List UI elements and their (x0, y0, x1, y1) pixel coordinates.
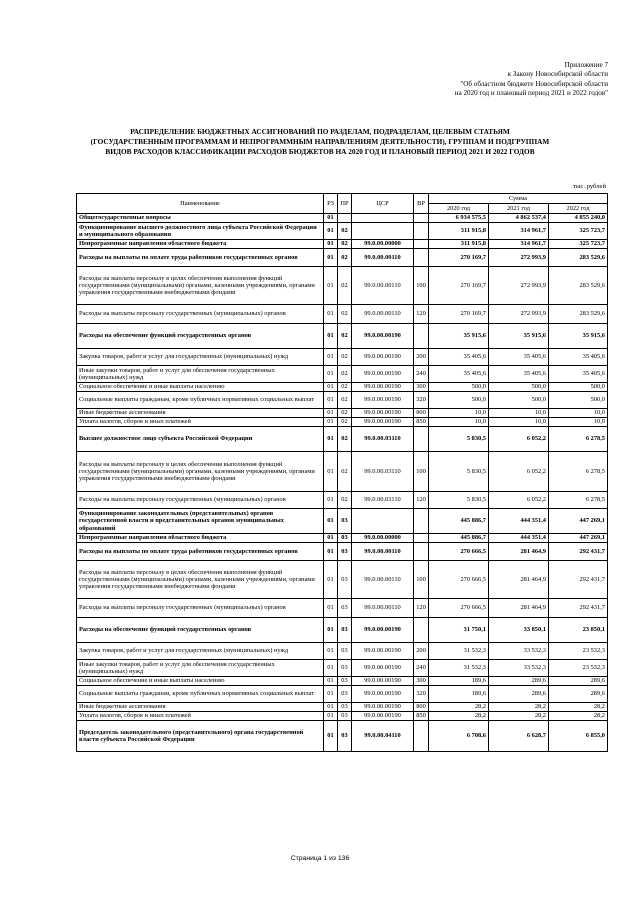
cell-2022: 6 278,5 (549, 427, 608, 452)
cell-rz: 01 (324, 418, 338, 427)
cell-pr: 03 (338, 509, 352, 534)
cell-2022: 35 405,6 (549, 366, 608, 383)
table-row (77, 561, 608, 599)
cell-csr: 99.0.00.00190 (352, 643, 414, 660)
table-row (77, 240, 608, 249)
cell-2022: 23 532,3 (549, 643, 608, 660)
cell-2020: 189,6 (429, 677, 489, 686)
document-title (70, 127, 570, 157)
cell-rz: 01 (324, 223, 338, 240)
cell-vr (414, 324, 429, 349)
table-body (77, 214, 608, 752)
cell-pr: 02 (338, 267, 352, 305)
table-row (77, 366, 608, 383)
cell-vr: 120 (414, 305, 429, 324)
cell-rz: 01 (324, 409, 338, 418)
cell-vr: 850 (414, 418, 429, 427)
table-row (77, 452, 608, 492)
cell-csr: 99.0.00.00190 (352, 392, 414, 409)
cell-csr (352, 509, 414, 534)
cell-2022: 6 278,5 (549, 452, 608, 492)
cell-2022: 292 431,7 (549, 599, 608, 618)
cell-vr (414, 721, 429, 752)
header-sum: Сумма (429, 194, 608, 204)
cell-rz: 01 (324, 703, 338, 712)
cell-vr: 200 (414, 643, 429, 660)
cell-vr (414, 618, 429, 643)
cell-2022: 289,6 (549, 686, 608, 703)
cell-name: Закупка товаров, работ и услуг для государственных (муниципальных) нужд (77, 643, 324, 660)
cell-rz: 01 (324, 267, 338, 305)
cell-pr: 02 (338, 427, 352, 452)
cell-2020: 270 169,7 (429, 249, 489, 267)
cell-2021: 272 993,9 (489, 249, 549, 267)
cell-name: Социальное обеспечение и иные выплаты населению (77, 383, 324, 392)
cell-pr: 02 (338, 324, 352, 349)
cell-2022: 4 855 240,0 (549, 214, 608, 223)
cell-vr: 100 (414, 561, 429, 599)
cell-pr: 02 (338, 383, 352, 392)
cell-name: Расходы на выплаты персоналу государственных (муниципальных) органов (77, 599, 324, 618)
cell-csr (352, 223, 414, 240)
cell-2022: 28,2 (549, 703, 608, 712)
cell-csr: 99.0.00.04110 (352, 721, 414, 752)
cell-name: Иные бюджетные ассигнования (77, 409, 324, 418)
cell-vr: 300 (414, 383, 429, 392)
cell-vr: 120 (414, 492, 429, 509)
cell-rz: 01 (324, 660, 338, 677)
cell-name: Расходы на выплаты персоналу в целях обеспечения выполнения функций государственными (муниципальными) органами, казенными учреждениями, органами управления государственными внебюджетными фондами (77, 267, 324, 305)
cell-name: Непрограммные направления областного бюджета (77, 534, 324, 543)
cell-rz: 01 (324, 712, 338, 721)
cell-vr: 200 (414, 349, 429, 366)
cell-2020: 5 830,5 (429, 492, 489, 509)
cell-rz: 01 (324, 643, 338, 660)
cell-pr: 03 (338, 543, 352, 561)
cell-pr: 03 (338, 534, 352, 543)
cell-2022: 292 431,7 (549, 561, 608, 599)
cell-csr: 99.0.00.03110 (352, 452, 414, 492)
cell-name: Расходы на выплаты персоналу в целях обеспечения выполнения функций государственными (муниципальными) органами, казенными учреждениями, органами управления государственными внебюджетными фондами (77, 452, 324, 492)
title-line: ВИДОВ РАСХОДОВ КЛАССИФИКАЦИИ РАСХОДОВ БЮДЖЕТОВ НА 2020 ГОД И ПЛАНОВЫЙ ПЕРИОД 2021 И 2022 ГОДОВ (105, 147, 535, 156)
page-footer: Страница 1 из 136 (290, 855, 350, 862)
cell-name: Иные бюджетные ассигнования (77, 703, 324, 712)
cell-2021: 272 993,9 (489, 267, 549, 305)
cell-2020: 10,0 (429, 409, 489, 418)
cell-2022: 35 915,6 (549, 324, 608, 349)
cell-2021: 500,0 (489, 392, 549, 409)
cell-vr: 320 (414, 392, 429, 409)
cell-csr: 99.0.00.00000 (352, 240, 414, 249)
cell-2022: 283 529,6 (549, 305, 608, 324)
cell-rz: 01 (324, 492, 338, 509)
cell-vr: 240 (414, 660, 429, 677)
cell-name: Расходы на выплаты персоналу государственных (муниципальных) органов (77, 492, 324, 509)
cell-2020: 445 886,7 (429, 534, 489, 543)
cell-csr: 99.0.00.00190 (352, 686, 414, 703)
table-row (77, 677, 608, 686)
cell-rz: 01 (324, 366, 338, 383)
cell-2020: 270 169,7 (429, 305, 489, 324)
cell-2021: 4 862 537,4 (489, 214, 549, 223)
cell-rz: 01 (324, 534, 338, 543)
cell-name: Расходы на выплаты персоналу в целях обеспечения выполнения функций государственными (муниципальными) органами, казенными учреждениями, органами управления государственными внебюджетными фондами (77, 561, 324, 599)
table-row (77, 418, 608, 427)
cell-pr: 02 (338, 418, 352, 427)
cell-2020: 270 666,5 (429, 599, 489, 618)
header-name: Наименование (77, 194, 324, 214)
cell-name: Социальное обеспечение и иные выплаты населению (77, 677, 324, 686)
cell-rz: 01 (324, 599, 338, 618)
cell-2020: 31 532,3 (429, 660, 489, 677)
table-row (77, 543, 608, 561)
cell-rz: 01 (324, 392, 338, 409)
table-row (77, 534, 608, 543)
header-csr: ЦСР (352, 194, 414, 214)
header-vr: ВР (414, 194, 429, 214)
cell-pr: 03 (338, 561, 352, 599)
cell-rz: 01 (324, 249, 338, 267)
table-row (77, 324, 608, 349)
cell-2022: 10,0 (549, 418, 608, 427)
cell-2021: 6 052,2 (489, 452, 549, 492)
cell-2020: 311 915,8 (429, 240, 489, 249)
cell-2022: 23 532,3 (549, 660, 608, 677)
cell-pr: 03 (338, 712, 352, 721)
cell-vr (414, 543, 429, 561)
cell-2020: 311 915,8 (429, 223, 489, 240)
table-row (77, 618, 608, 643)
cell-vr: 240 (414, 366, 429, 383)
cell-pr: 03 (338, 660, 352, 677)
cell-pr: 02 (338, 249, 352, 267)
table-row (77, 660, 608, 677)
cell-2020: 31 750,1 (429, 618, 489, 643)
cell-2021: 6 628,7 (489, 721, 549, 752)
cell-csr: 99.0.00.00190 (352, 677, 414, 686)
cell-vr: 850 (414, 712, 429, 721)
cell-rz: 01 (324, 305, 338, 324)
table-row (77, 383, 608, 392)
cell-vr (414, 223, 429, 240)
cell-pr: 02 (338, 366, 352, 383)
appendix-line: "Об областном бюджете Новосибирской области (460, 79, 608, 88)
cell-csr: 99.0.00.00110 (352, 249, 414, 267)
cell-csr: 99.0.00.00190 (352, 349, 414, 366)
cell-2020: 270 666,5 (429, 561, 489, 599)
cell-2020: 35 405,6 (429, 349, 489, 366)
appendix-line: Приложение 7 (564, 61, 608, 69)
cell-rz: 01 (324, 618, 338, 643)
cell-csr: 99.0.00.00190 (352, 618, 414, 643)
table-row (77, 712, 608, 721)
header-2020: 2020 год (429, 204, 489, 214)
cell-rz: 01 (324, 677, 338, 686)
cell-2020: 5 830,5 (429, 427, 489, 452)
cell-csr: 99.0.00.00110 (352, 543, 414, 561)
cell-vr (414, 509, 429, 534)
table-row (77, 214, 608, 223)
cell-rz: 01 (324, 721, 338, 752)
cell-rz: 01 (324, 686, 338, 703)
cell-2021: 281 464,9 (489, 599, 549, 618)
cell-pr: 03 (338, 599, 352, 618)
cell-2021: 272 993,9 (489, 305, 549, 324)
cell-2020: 28,2 (429, 712, 489, 721)
cell-name: Расходы на выплаты по оплате труда работников государственных органов (77, 249, 324, 267)
cell-name: Расходы на выплаты по оплате труда работников государственных органов (77, 543, 324, 561)
title-line: (ГОСУДАРСТВЕННЫМ ПРОГРАММАМ И НЕПРОГРАММНЫМ НАПРАВЛЕНИЯМ ДЕЯТЕЛЬНОСТИ), ГРУППАМ И ПОДГРУППАМ (90, 137, 550, 146)
cell-pr: 02 (338, 492, 352, 509)
cell-name: Уплата налогов, сборов и иных платежей (77, 712, 324, 721)
cell-name: Закупка товаров, работ и услуг для государственных (муниципальных) нужд (77, 349, 324, 366)
cell-csr: 99.0.00.00190 (352, 703, 414, 712)
cell-name: Расходы на обеспечение функций государственных органов (77, 618, 324, 643)
cell-2020: 5 830,5 (429, 452, 489, 492)
cell-name: Расходы на обеспечение функций государственных органов (77, 324, 324, 349)
cell-vr: 800 (414, 409, 429, 418)
header-2021: 2021 год (489, 204, 549, 214)
cell-2021: 35 405,6 (489, 349, 549, 366)
cell-csr: 99.0.00.03110 (352, 492, 414, 509)
cell-2020: 35 915,6 (429, 324, 489, 349)
cell-csr: 99.0.00.00190 (352, 418, 414, 427)
cell-2021: 500,0 (489, 383, 549, 392)
cell-pr (338, 214, 352, 223)
cell-csr: 99.0.00.00000 (352, 534, 414, 543)
cell-2021: 444 351,4 (489, 509, 549, 534)
cell-2021: 6 052,2 (489, 492, 549, 509)
cell-pr: 03 (338, 643, 352, 660)
cell-name: Общегосударственные вопросы (77, 214, 324, 223)
cell-2021: 33 850,1 (489, 618, 549, 643)
cell-2020: 10,0 (429, 418, 489, 427)
cell-2022: 500,0 (549, 383, 608, 392)
cell-csr: 99.0.00.00110 (352, 267, 414, 305)
cell-vr (414, 427, 429, 452)
cell-2020: 28,2 (429, 703, 489, 712)
cell-rz: 01 (324, 561, 338, 599)
cell-rz: 01 (324, 383, 338, 392)
cell-name: Иные закупки товаров, работ и услуг для обеспечения государственных (муниципальных) нужд (77, 660, 324, 677)
cell-2022: 325 723,7 (549, 240, 608, 249)
cell-vr: 120 (414, 599, 429, 618)
table-row (77, 392, 608, 409)
cell-2022: 6 278,5 (549, 492, 608, 509)
cell-vr: 100 (414, 452, 429, 492)
cell-2022: 28,2 (549, 712, 608, 721)
appendix-note (288, 61, 608, 98)
cell-2022: 283 529,6 (549, 267, 608, 305)
cell-name: Высшее должностное лицо субъекта Российской Федерации (77, 427, 324, 452)
cell-2021: 28,2 (489, 712, 549, 721)
cell-name: Расходы на выплаты персоналу государственных (муниципальных) органов (77, 305, 324, 324)
cell-2022: 289,6 (549, 677, 608, 686)
cell-2021: 281 464,9 (489, 561, 549, 599)
cell-rz: 01 (324, 214, 338, 223)
cell-pr: 02 (338, 392, 352, 409)
cell-rz: 01 (324, 427, 338, 452)
cell-2021: 281 464,9 (489, 543, 549, 561)
table-row (77, 703, 608, 712)
cell-pr: 03 (338, 618, 352, 643)
cell-2021: 314 961,7 (489, 240, 549, 249)
cell-csr: 99.0.00.00190 (352, 712, 414, 721)
table-row (77, 686, 608, 703)
cell-name: Председатель законодательного (представительного) органа государственной власти субъекта Российской Федерации (77, 721, 324, 752)
cell-pr: 02 (338, 349, 352, 366)
cell-rz: 01 (324, 240, 338, 249)
cell-vr: 320 (414, 686, 429, 703)
table-row (77, 223, 608, 240)
table-row (77, 599, 608, 618)
table-row (77, 492, 608, 509)
cell-2020: 500,0 (429, 392, 489, 409)
cell-vr: 300 (414, 677, 429, 686)
cell-csr: 99.0.00.00190 (352, 409, 414, 418)
cell-2021: 289,6 (489, 686, 549, 703)
cell-pr: 02 (338, 240, 352, 249)
cell-pr: 03 (338, 703, 352, 712)
cell-name: Социальные выплаты гражданам, кроме публичных нормативных социальных выплат (77, 392, 324, 409)
table-row (77, 249, 608, 267)
cell-rz: 01 (324, 349, 338, 366)
cell-2021: 444 351,4 (489, 534, 549, 543)
cell-name: Социальные выплаты гражданам, кроме публичных нормативных социальных выплат (77, 686, 324, 703)
cell-pr: 02 (338, 305, 352, 324)
cell-rz: 01 (324, 543, 338, 561)
cell-rz: 01 (324, 509, 338, 534)
cell-csr: 99.0.00.00110 (352, 561, 414, 599)
cell-2021: 33 532,3 (489, 660, 549, 677)
cell-name: Иные закупки товаров, работ и услуг для обеспечения государственных (муниципальных) нужд (77, 366, 324, 383)
table-row (77, 643, 608, 660)
cell-vr (414, 240, 429, 249)
table-row (77, 305, 608, 324)
appendix-line: к Закону Новосибирской области (507, 70, 608, 79)
header-2022: 2022 год (549, 204, 608, 214)
cell-name: Уплата налогов, сборов и иных платежей (77, 418, 324, 427)
cell-2020: 445 886,7 (429, 509, 489, 534)
cell-2020: 6 708,6 (429, 721, 489, 752)
cell-2020: 189,6 (429, 686, 489, 703)
table-row (77, 267, 608, 305)
cell-vr: 800 (414, 703, 429, 712)
cell-2021: 33 532,3 (489, 643, 549, 660)
cell-vr (414, 534, 429, 543)
cell-csr: 99.0.00.00190 (352, 324, 414, 349)
cell-2022: 35 405,6 (549, 349, 608, 366)
table-row (77, 721, 608, 752)
budget-table (76, 193, 608, 752)
cell-2022: 283 529,6 (549, 249, 608, 267)
cell-name: Функционирование высшего должностного лица субъекта Российской Федерации и муниципального образования (77, 223, 324, 240)
cell-2021: 10,0 (489, 409, 549, 418)
cell-2022: 292 431,7 (549, 543, 608, 561)
cell-csr: 99.0.00.00110 (352, 305, 414, 324)
cell-2020: 500,0 (429, 383, 489, 392)
appendix-line: на 2020 год и плановый период 2021 и 2022 годов" (454, 88, 608, 97)
cell-name: Функционирование законодательных (представительных) органов государственной власти и представительных органов муниципальных образований (77, 509, 324, 534)
cell-pr: 03 (338, 721, 352, 752)
cell-2021: 35 405,6 (489, 366, 549, 383)
title-line: РАСПРЕДЕЛЕНИЕ БЮДЖЕТНЫХ АССИГНОВАНИЙ ПО РАЗДЕЛАМ, ПОДРАЗДЕЛАМ, ЦЕЛЕВЫМ СТАТЬЯМ (130, 127, 510, 136)
cell-pr: 02 (338, 452, 352, 492)
cell-csr: 99.0.00.00190 (352, 383, 414, 392)
cell-2021: 6 052,2 (489, 427, 549, 452)
cell-2020: 270 169,7 (429, 267, 489, 305)
cell-rz: 01 (324, 452, 338, 492)
table-row (77, 409, 608, 418)
cell-2022: 23 850,1 (549, 618, 608, 643)
cell-csr (352, 214, 414, 223)
cell-pr: 02 (338, 223, 352, 240)
cell-2022: 6 855,0 (549, 721, 608, 752)
cell-csr: 99.0.00.03110 (352, 427, 414, 452)
table-row (77, 509, 608, 534)
cell-csr: 99.0.00.00110 (352, 599, 414, 618)
cell-2022: 447 269,1 (549, 534, 608, 543)
cell-pr: 03 (338, 686, 352, 703)
cell-2022: 447 269,1 (549, 509, 608, 534)
cell-2022: 10,0 (549, 409, 608, 418)
cell-rz: 01 (324, 324, 338, 349)
cell-vr (414, 214, 429, 223)
units-label: тыс. рублей (573, 183, 606, 190)
table-row (77, 427, 608, 452)
cell-2021: 10,0 (489, 418, 549, 427)
cell-pr: 02 (338, 409, 352, 418)
cell-2021: 289,6 (489, 677, 549, 686)
cell-csr: 99.0.00.00190 (352, 366, 414, 383)
cell-2020: 35 405,6 (429, 366, 489, 383)
header-pr: ПР (338, 194, 352, 214)
cell-2020: 31 532,3 (429, 643, 489, 660)
cell-2021: 314 961,7 (489, 223, 549, 240)
cell-2021: 28,2 (489, 703, 549, 712)
cell-2020: 270 666,5 (429, 543, 489, 561)
cell-name: Непрограммные направления областного бюджета (77, 240, 324, 249)
cell-vr (414, 249, 429, 267)
cell-2022: 500,0 (549, 392, 608, 409)
cell-csr: 99.0.00.00190 (352, 660, 414, 677)
cell-vr: 100 (414, 267, 429, 305)
table-row (77, 349, 608, 366)
header-rz: РЗ (324, 194, 338, 214)
cell-2022: 325 723,7 (549, 223, 608, 240)
cell-2020: 6 934 575,5 (429, 214, 489, 223)
cell-pr: 03 (338, 677, 352, 686)
cell-2021: 35 915,6 (489, 324, 549, 349)
